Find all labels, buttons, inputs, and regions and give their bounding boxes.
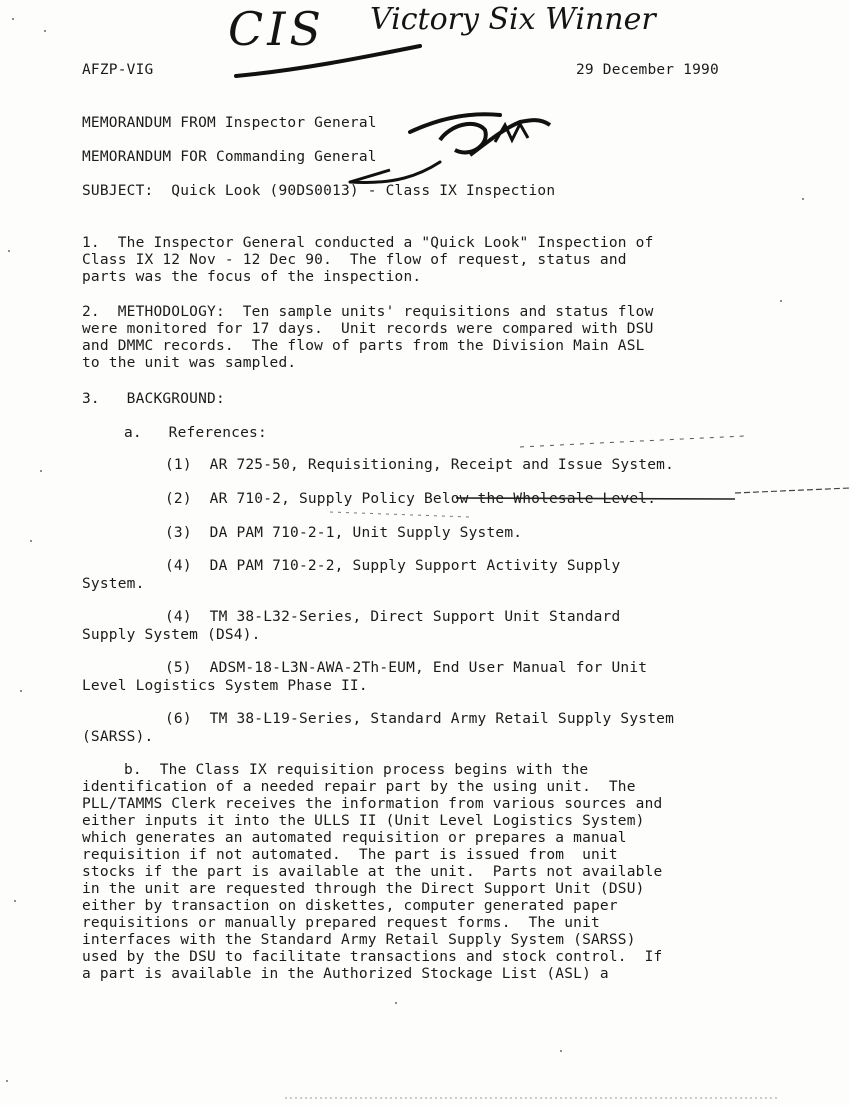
para3b-line: used by the DSU to facilitate transactions and stock control. If (82, 949, 663, 965)
scan-speck (20, 690, 22, 692)
para3b-line: in the unit are requested through the Direct Support Unit (DSU) (82, 881, 645, 897)
scan-speck (14, 900, 16, 902)
para3b-line: a part is available in the Authorized Stockage List (ASL) a (82, 966, 609, 982)
para3b-line: requisitions or manually prepared request forms. The unit (82, 915, 600, 931)
background-heading: 3. BACKGROUND: (82, 391, 225, 407)
memo-subject: SUBJECT: Quick Look (90DS0013) - Class IX Inspection (82, 183, 556, 199)
para1-line: Class IX 12 Nov - 12 Dec 90. The flow of request, status and (82, 252, 627, 268)
scan-speck (40, 470, 42, 472)
reference-item-cont: System. (82, 576, 145, 592)
references-heading: a. References: (124, 425, 267, 441)
scan-speck (30, 540, 32, 542)
reference-item: (4) TM 38-L32-Series, Direct Support Unit Standard (165, 609, 621, 625)
para3b-line: either by transaction on diskettes, computer generated paper (82, 898, 618, 914)
para2-line: to the unit was sampled. (82, 355, 297, 371)
scan-speck (6, 1080, 8, 1082)
para3b-line: identification of a needed repair part by the using unit. The (82, 779, 636, 795)
reference-item-cont: Level Logistics System Phase II. (82, 678, 368, 694)
para3b-line: which generates an automated requisition or prepares a manual (82, 830, 627, 846)
para2-line: 2. METHODOLOGY: Ten sample units' requisitions and status flow (82, 304, 654, 320)
scan-speck (802, 198, 804, 200)
office-symbol: AFZP-VIG (82, 62, 154, 78)
para2-line: and DMMC records. The flow of parts from the Division Main ASL (82, 338, 645, 354)
scan-speck (780, 300, 782, 302)
scan-speck (44, 30, 46, 32)
scan-speck (12, 18, 14, 20)
para3b-line: b. The Class IX requisition process begins with the (124, 762, 589, 778)
para3b-line: requisition if not automated. The part is issued from unit (82, 847, 618, 863)
scan-speck (395, 1002, 397, 1004)
scan-speck (560, 1050, 562, 1052)
handwritten-underline (236, 46, 420, 76)
para2-line: were monitored for 17 days. Unit records were compared with DSU (82, 321, 654, 337)
para3b-line: interfaces with the Standard Army Retail Supply System (SARSS) (82, 932, 636, 948)
memo-for: MEMORANDUM FOR Commanding General (82, 149, 377, 165)
para1-line: 1. The Inspector General conducted a "Quick Look" Inspection of (82, 235, 654, 251)
reference-item: (5) ADSM-18-L3N-AWA-2Th-EUM, End User Manual for Unit (165, 660, 648, 676)
reference-item: (6) TM 38-L19-Series, Standard Army Retail Supply System (165, 711, 674, 727)
handwritten-classification: CIS (228, 2, 325, 56)
reference-item-cont: (SARSS). (82, 729, 154, 745)
scan-speck (8, 250, 10, 252)
para1-line: parts was the focus of the inspection. (82, 269, 422, 285)
reference-item: (2) AR 710-2, Supply Policy Below the Wholesale Level. (165, 491, 657, 507)
handwritten-signature (350, 114, 550, 182)
reference-item: (1) AR 725-50, Requisitioning, Receipt and Issue System. (165, 457, 674, 473)
para3b-line: either inputs it into the ULLS II (Unit Level Logistics System) (82, 813, 645, 829)
reference-item: (4) DA PAM 710-2-2, Supply Support Activity Supply (165, 558, 621, 574)
para3b-line: stocks if the part is available at the unit. Parts not available (82, 864, 663, 880)
handwritten-annotation: Victory Six Winner (370, 2, 656, 37)
reference-item: (3) DA PAM 710-2-1, Unit Supply System. (165, 525, 523, 541)
para3b-line: PLL/TAMMS Clerk receives the information from various sources and (82, 796, 663, 812)
memo-from: MEMORANDUM FROM Inspector General (82, 115, 377, 131)
reference-item-cont: Supply System (DS4). (82, 627, 261, 643)
memo-date: 29 December 1990 (576, 62, 719, 78)
